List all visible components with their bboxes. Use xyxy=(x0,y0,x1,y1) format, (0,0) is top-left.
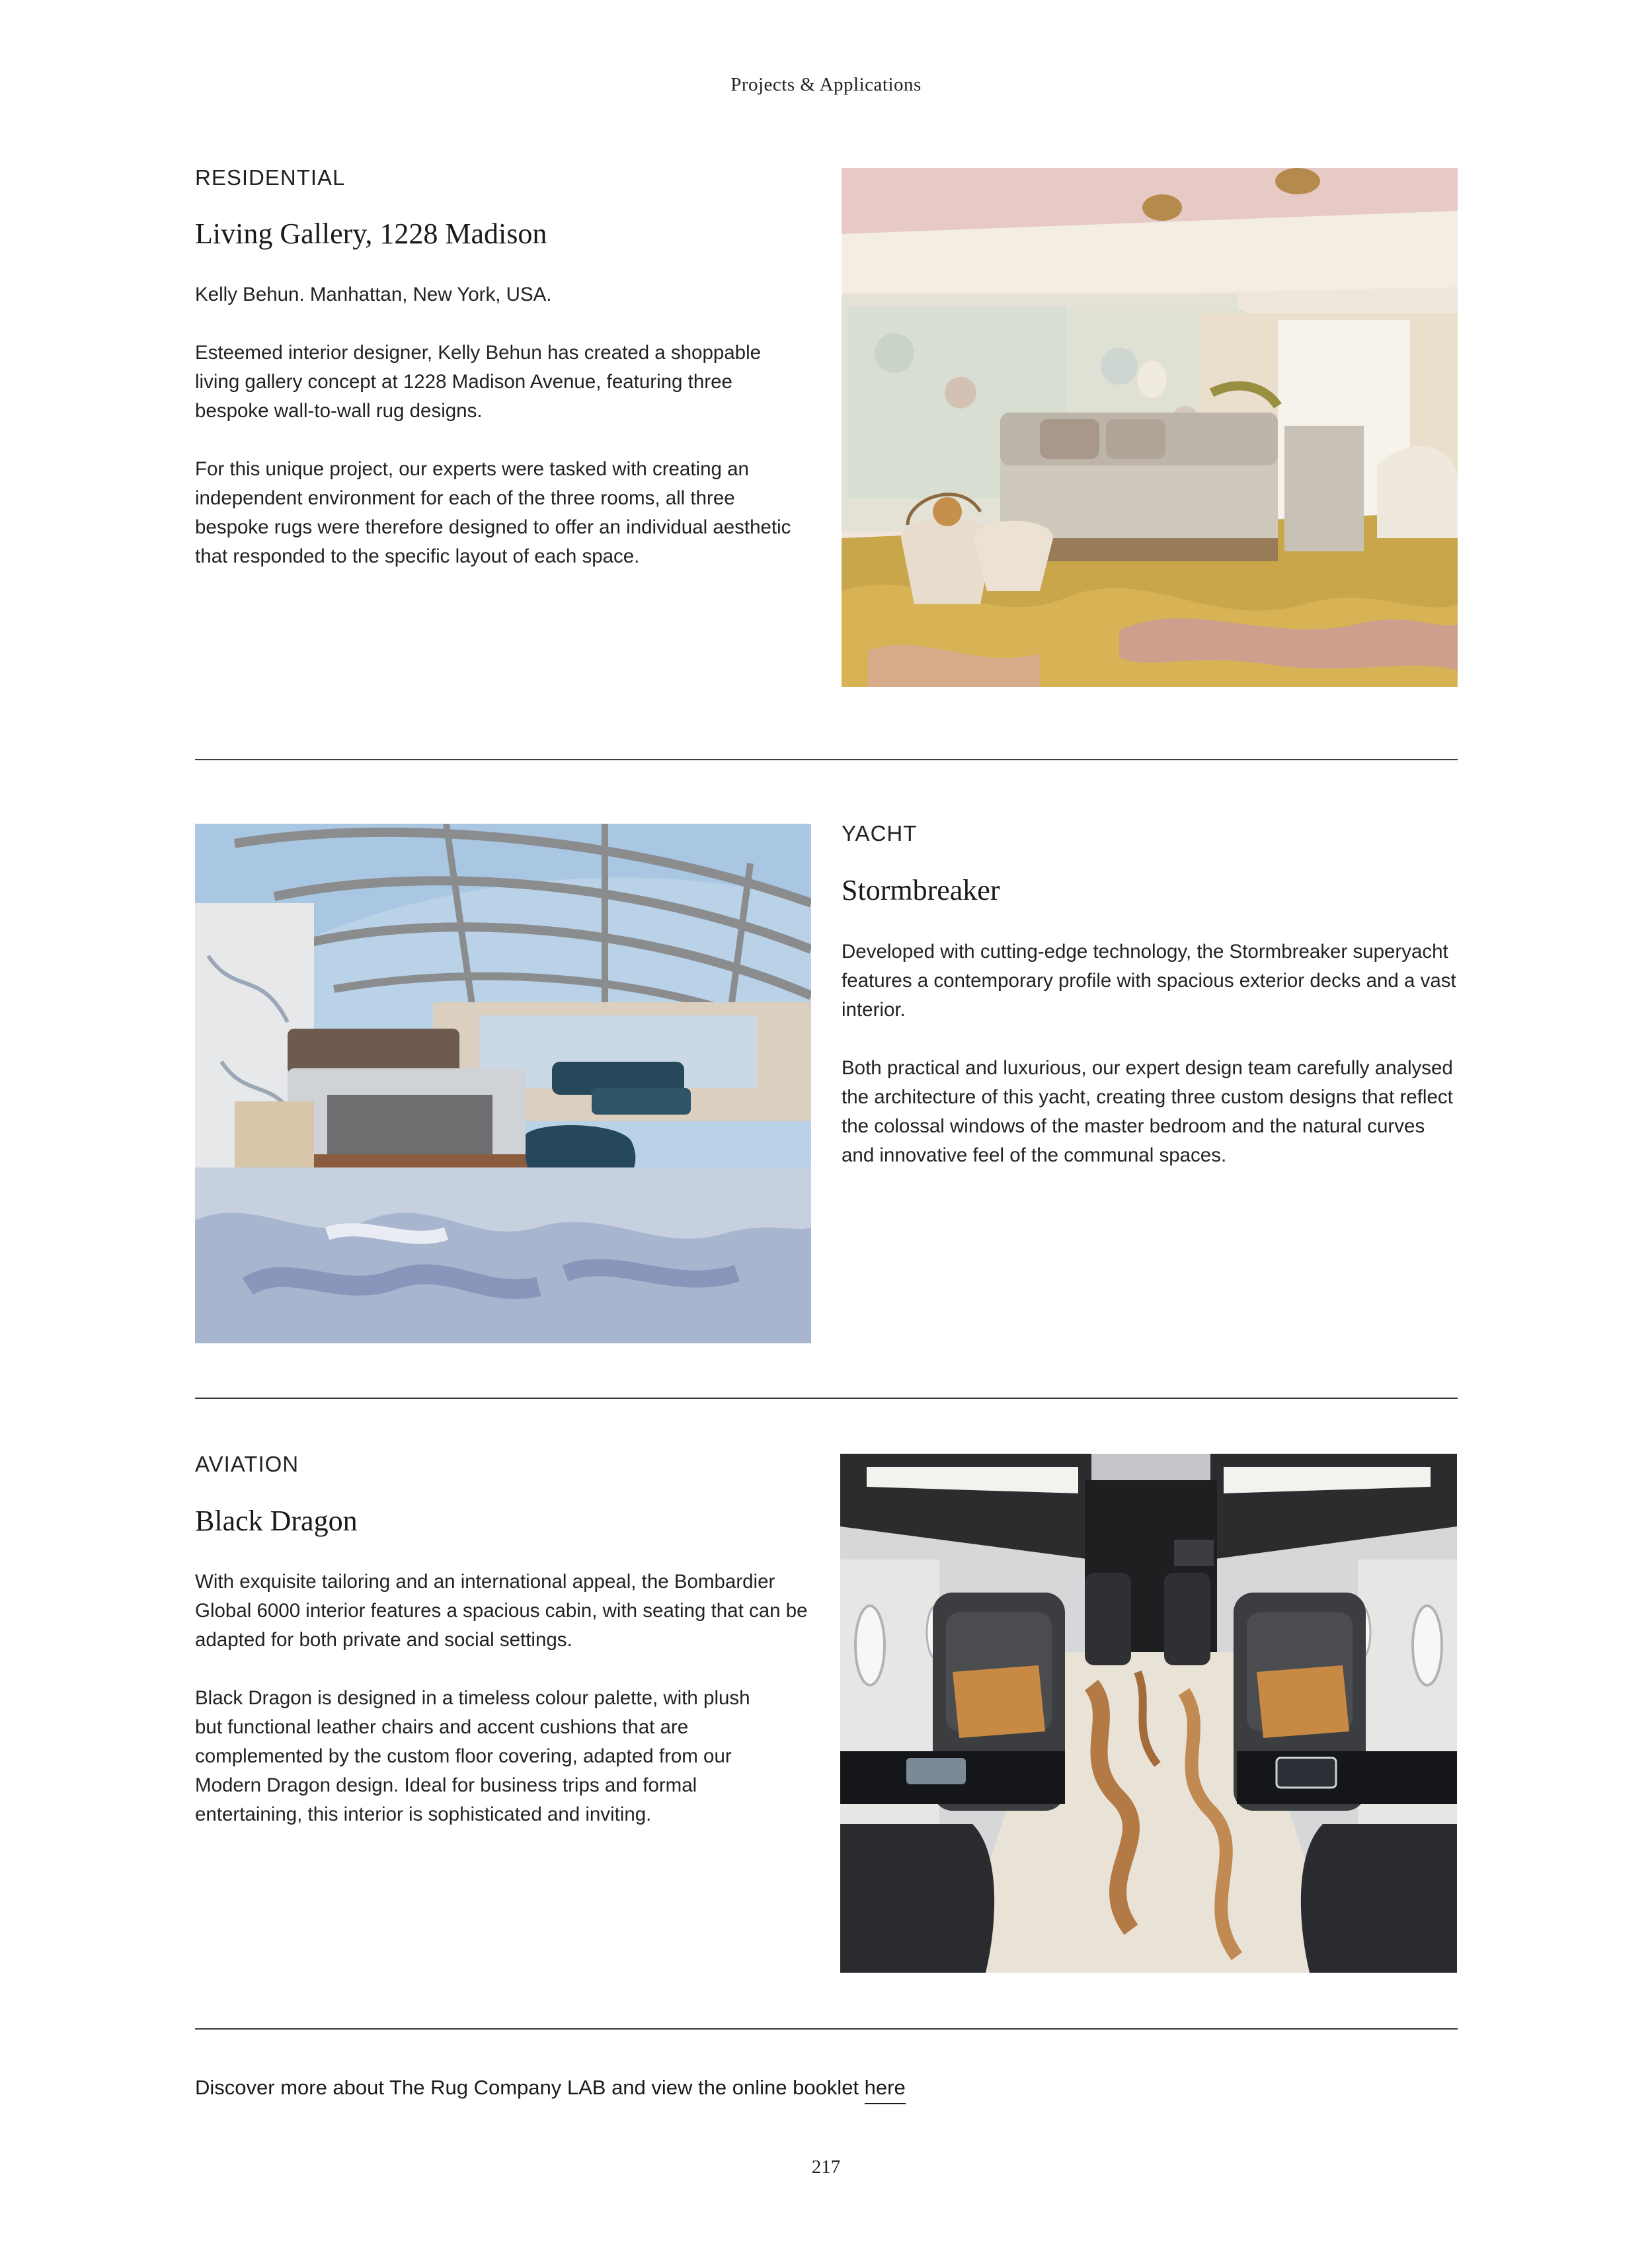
paragraph: Developed with cutting-edge technology, the Stormbreaker superyacht features a contemporary profile with spacious exterior decks and a vast interior. xyxy=(842,941,1456,1021)
booklet-link[interactable]: here xyxy=(865,2076,906,2104)
footer-text: Discover more about The Rug Company LAB and view the online booklet xyxy=(195,2076,865,2099)
footer-discover-line xyxy=(195,2076,906,2100)
jet-cabin-photo xyxy=(840,1454,1457,1973)
section-divider xyxy=(195,759,1458,760)
section-title-stormbreaker: Stormbreaker xyxy=(842,874,1000,906)
section-category-aviation: AVIATION xyxy=(195,1452,299,1476)
living-room-photo xyxy=(842,168,1458,687)
section-title-black-dragon: Black Dragon xyxy=(195,1505,358,1537)
section-divider xyxy=(195,1398,1458,1399)
paragraph: Kelly Behun. Manhattan, New York, USA. xyxy=(195,284,552,305)
yacht-bedroom-illustration xyxy=(195,824,811,1343)
section-body-aviation xyxy=(195,1567,810,1829)
section-body-residential xyxy=(195,280,803,571)
paragraph: Black Dragon is designed in a timeless colour palette, with plush but functional leather chairs and accent cushions that are complemented by the custom floor covering, adapted from our Modern Dragon design. Ideal for business trips and formal entertaining, this interior is sophisticated and inviting. xyxy=(195,1687,750,1825)
section-category-yacht: YACHT xyxy=(842,821,918,846)
paragraph: With exquisite tailoring and an international appeal, the Bombardier Global 6000 interior features a spacious cabin, with seating that can be adapted for both private and social settings. xyxy=(195,1571,808,1651)
paragraph: For this unique project, our experts were tasked with creating an independent environment for each of the three rooms, all three bespoke rugs were therefore designed to offer an individual aesthetic that responded to the specific layout of each space. xyxy=(195,458,791,567)
jet-cabin-illustration xyxy=(840,1454,1457,1973)
running-head: Projects & Applications xyxy=(730,74,922,95)
section-divider xyxy=(195,2028,1458,2030)
living-room-illustration xyxy=(842,168,1458,687)
section-body-yacht xyxy=(842,937,1456,1170)
paragraph: Both practical and luxurious, our expert design team carefully analysed the architecture of this yacht, creating three custom designs that reflect the colossal windows of the master bedroom and the natural curves and innovative feel of the communal spaces. xyxy=(842,1057,1453,1166)
yacht-bedroom-photo xyxy=(195,824,811,1343)
section-category-residential: RESIDENTIAL xyxy=(195,165,346,190)
page-number: 217 xyxy=(811,2156,841,2178)
paragraph: Esteemed interior designer, Kelly Behun has created a shoppable living gallery concept at 1228 Madison Avenue, featuring three bespoke wall-to-wall rug designs. xyxy=(195,342,762,422)
section-title-living-gallery: Living Gallery, 1228 Madison xyxy=(195,217,547,250)
